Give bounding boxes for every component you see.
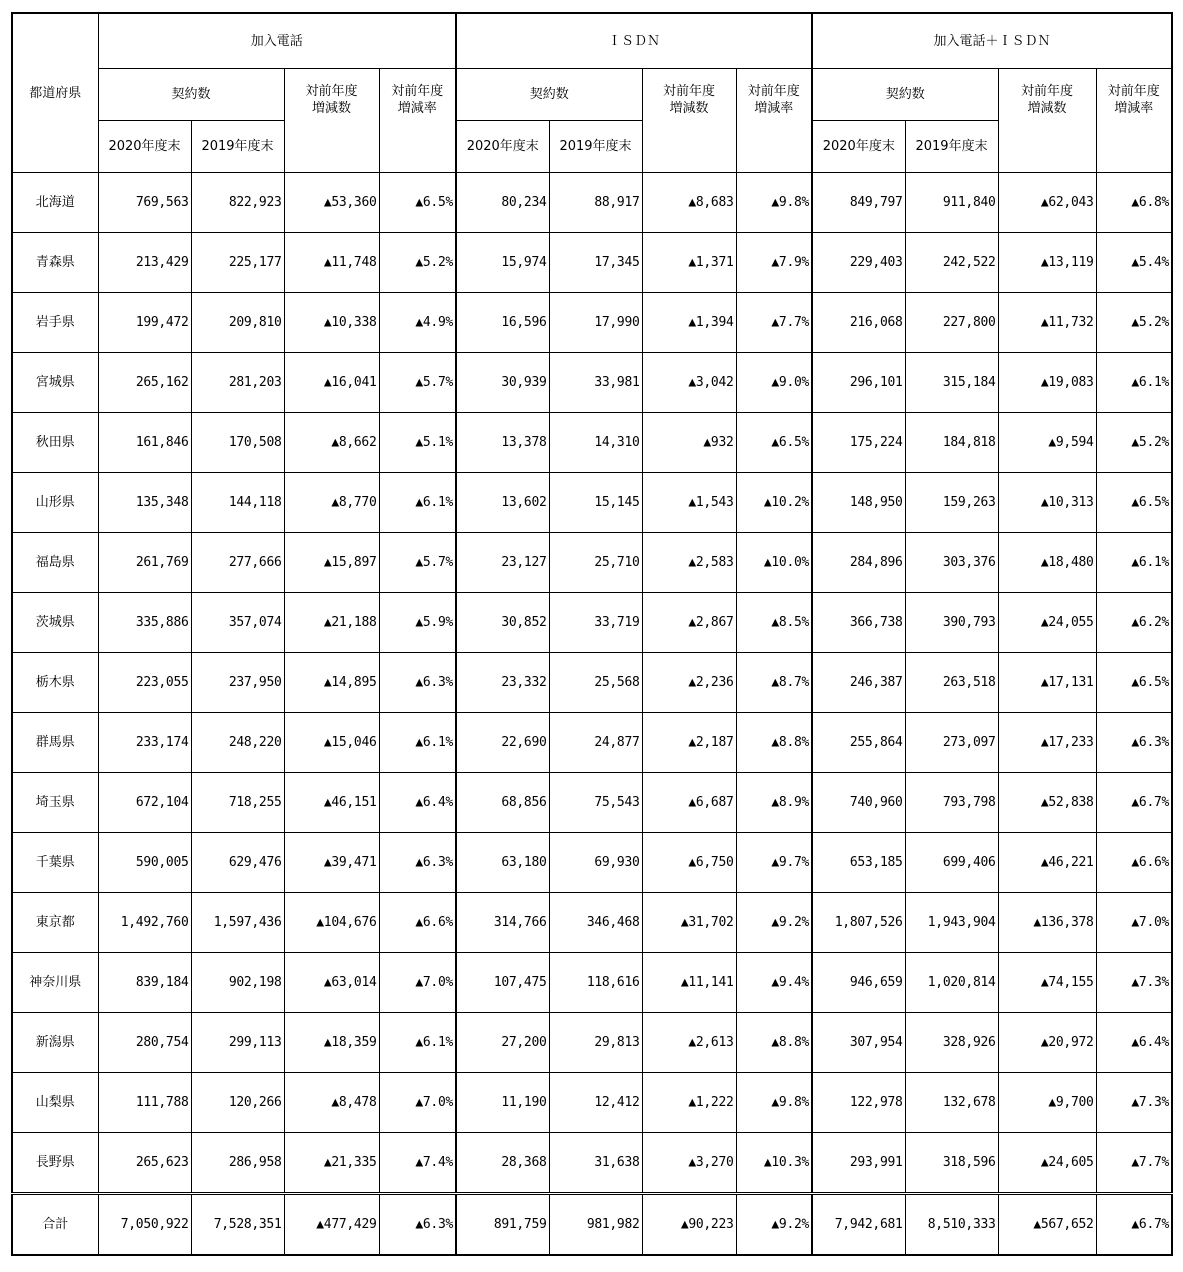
value-cell: 8,510,333 xyxy=(905,1194,998,1256)
value-cell: 170,508 xyxy=(191,413,284,473)
value-cell: ▲6.4% xyxy=(1096,1013,1172,1073)
value-cell: ▲10,313 xyxy=(998,473,1096,533)
value-cell: ▲5.4% xyxy=(1096,233,1172,293)
value-cell: ▲18,359 xyxy=(284,1013,379,1073)
value-cell: 107,475 xyxy=(456,953,549,1013)
value-cell: ▲6.6% xyxy=(1096,833,1172,893)
prefecture-cell: 東京都 xyxy=(12,893,98,953)
value-cell: ▲4.9% xyxy=(379,293,456,353)
value-cell: ▲18,480 xyxy=(998,533,1096,593)
table-row xyxy=(12,893,1172,953)
value-cell: 303,376 xyxy=(905,533,998,593)
year-2019-header: 2019年度末 xyxy=(549,121,642,173)
value-cell: ▲21,335 xyxy=(284,1133,379,1194)
table-row xyxy=(12,533,1172,593)
value-cell: 25,568 xyxy=(549,653,642,713)
value-cell: ▲1,371 xyxy=(642,233,736,293)
value-cell: ▲10.0% xyxy=(736,533,812,593)
value-cell: ▲9,594 xyxy=(998,413,1096,473)
value-cell: 653,185 xyxy=(812,833,905,893)
value-cell: 902,198 xyxy=(191,953,284,1013)
value-cell: 75,543 xyxy=(549,773,642,833)
value-cell: 390,793 xyxy=(905,593,998,653)
value-cell: 822,923 xyxy=(191,173,284,233)
value-cell: 891,759 xyxy=(456,1194,549,1256)
value-cell: 14,310 xyxy=(549,413,642,473)
value-cell: 849,797 xyxy=(812,173,905,233)
value-cell: ▲2,867 xyxy=(642,593,736,653)
value-cell: 328,926 xyxy=(905,1013,998,1073)
prefecture-cell: 千葉県 xyxy=(12,833,98,893)
value-cell: 1,943,904 xyxy=(905,893,998,953)
value-cell: ▲9.4% xyxy=(736,953,812,1013)
value-cell: 118,616 xyxy=(549,953,642,1013)
value-cell: ▲7.7% xyxy=(736,293,812,353)
value-cell: ▲2,187 xyxy=(642,713,736,773)
table-row xyxy=(12,953,1172,1013)
value-cell: 27,200 xyxy=(456,1013,549,1073)
value-cell: 148,950 xyxy=(812,473,905,533)
prefecture-cell: 山形県 xyxy=(12,473,98,533)
value-cell: ▲5.7% xyxy=(379,353,456,413)
contracts-header: 契約数 xyxy=(98,69,284,121)
value-cell: ▲104,676 xyxy=(284,893,379,953)
value-cell: 23,332 xyxy=(456,653,549,713)
value-cell: 1,807,526 xyxy=(812,893,905,953)
value-cell: ▲6.6% xyxy=(379,893,456,953)
value-cell: ▲9.2% xyxy=(736,893,812,953)
value-cell: ▲6.4% xyxy=(379,773,456,833)
value-cell: ▲46,151 xyxy=(284,773,379,833)
prefecture-cell: 合計 xyxy=(12,1194,98,1256)
value-cell: 13,378 xyxy=(456,413,549,473)
value-cell: ▲7.7% xyxy=(1096,1133,1172,1194)
value-cell: 981,982 xyxy=(549,1194,642,1256)
value-cell: 629,476 xyxy=(191,833,284,893)
value-cell: 839,184 xyxy=(98,953,191,1013)
value-cell: ▲6.1% xyxy=(379,473,456,533)
value-cell: ▲11,141 xyxy=(642,953,736,1013)
value-cell: ▲24,605 xyxy=(998,1133,1096,1194)
value-cell: ▲6.3% xyxy=(379,653,456,713)
table-row xyxy=(12,293,1172,353)
value-cell: 1,020,814 xyxy=(905,953,998,1013)
value-cell: 314,766 xyxy=(456,893,549,953)
value-cell: ▲136,378 xyxy=(998,893,1096,953)
table-row xyxy=(12,833,1172,893)
value-cell: 144,118 xyxy=(191,473,284,533)
value-cell: ▲11,732 xyxy=(998,293,1096,353)
prefecture-cell: 青森県 xyxy=(12,233,98,293)
value-cell: ▲6,750 xyxy=(642,833,736,893)
value-cell: ▲15,046 xyxy=(284,713,379,773)
value-cell: ▲17,131 xyxy=(998,653,1096,713)
value-cell: 229,403 xyxy=(812,233,905,293)
value-cell: ▲52,838 xyxy=(998,773,1096,833)
change-rate-header: 対前年度 増減率 xyxy=(379,69,456,173)
value-cell: 227,800 xyxy=(905,293,998,353)
value-cell: ▲39,471 xyxy=(284,833,379,893)
value-cell: ▲8.8% xyxy=(736,713,812,773)
table-row xyxy=(12,173,1172,233)
year-2019-header: 2019年度末 xyxy=(191,121,284,173)
value-cell: ▲46,221 xyxy=(998,833,1096,893)
value-cell: ▲8.9% xyxy=(736,773,812,833)
value-cell: 33,981 xyxy=(549,353,642,413)
value-cell: ▲6.5% xyxy=(379,173,456,233)
value-cell: 911,840 xyxy=(905,173,998,233)
value-cell: 17,345 xyxy=(549,233,642,293)
prefecture-cell: 山梨県 xyxy=(12,1073,98,1133)
value-cell: 248,220 xyxy=(191,713,284,773)
value-cell: ▲2,583 xyxy=(642,533,736,593)
value-cell: 315,184 xyxy=(905,353,998,413)
value-cell: ▲5.1% xyxy=(379,413,456,473)
value-cell: 135,348 xyxy=(98,473,191,533)
value-cell: 357,074 xyxy=(191,593,284,653)
value-cell: 273,097 xyxy=(905,713,998,773)
value-cell: 16,596 xyxy=(456,293,549,353)
value-cell: 88,917 xyxy=(549,173,642,233)
value-cell: 7,050,922 xyxy=(98,1194,191,1256)
value-cell: ▲7.9% xyxy=(736,233,812,293)
value-cell: ▲6.1% xyxy=(1096,353,1172,413)
table-row xyxy=(12,1073,1172,1133)
value-cell: 30,939 xyxy=(456,353,549,413)
value-cell: ▲6.1% xyxy=(379,713,456,773)
year-2020-header: 2020年度末 xyxy=(456,121,549,173)
value-cell: 286,958 xyxy=(191,1133,284,1194)
table-row xyxy=(12,653,1172,713)
value-cell: ▲7.0% xyxy=(379,1073,456,1133)
telephone-contracts-table xyxy=(11,12,1173,1256)
value-cell: 769,563 xyxy=(98,173,191,233)
change-count-header: 対前年度 増減数 xyxy=(284,69,379,173)
value-cell: 265,623 xyxy=(98,1133,191,1194)
value-cell: ▲9.8% xyxy=(736,173,812,233)
value-cell: ▲10,338 xyxy=(284,293,379,353)
prefecture-header: 都道府県 xyxy=(12,13,98,173)
value-cell: ▲6.1% xyxy=(1096,533,1172,593)
value-cell: 22,690 xyxy=(456,713,549,773)
value-cell: ▲9.2% xyxy=(736,1194,812,1256)
value-cell: ▲5.9% xyxy=(379,593,456,653)
prefecture-cell: 茨城県 xyxy=(12,593,98,653)
value-cell: ▲19,083 xyxy=(998,353,1096,413)
year-2020-header: 2020年度末 xyxy=(98,121,191,173)
value-cell: 33,719 xyxy=(549,593,642,653)
value-cell: 281,203 xyxy=(191,353,284,413)
year-2019-header: 2019年度末 xyxy=(905,121,998,173)
value-cell: ▲1,394 xyxy=(642,293,736,353)
value-cell: 161,846 xyxy=(98,413,191,473)
value-cell: 63,180 xyxy=(456,833,549,893)
prefecture-cell: 埼玉県 xyxy=(12,773,98,833)
value-cell: ▲6,687 xyxy=(642,773,736,833)
value-cell: ▲74,155 xyxy=(998,953,1096,1013)
change-count-header: 対前年度 増減数 xyxy=(998,69,1096,173)
value-cell: 25,710 xyxy=(549,533,642,593)
value-cell: ▲2,236 xyxy=(642,653,736,713)
value-cell: ▲8.7% xyxy=(736,653,812,713)
value-cell: ▲15,897 xyxy=(284,533,379,593)
value-cell: ▲1,543 xyxy=(642,473,736,533)
value-cell: ▲7.3% xyxy=(1096,1073,1172,1133)
group-header-isdn: ＩＳＤＮ xyxy=(456,13,812,69)
value-cell: 246,387 xyxy=(812,653,905,713)
value-cell: 68,856 xyxy=(456,773,549,833)
table-row xyxy=(12,233,1172,293)
value-cell: 293,991 xyxy=(812,1133,905,1194)
value-cell: 225,177 xyxy=(191,233,284,293)
table-row xyxy=(12,413,1172,473)
value-cell: 366,738 xyxy=(812,593,905,653)
value-cell: 263,518 xyxy=(905,653,998,713)
value-cell: 175,224 xyxy=(812,413,905,473)
value-cell: 122,978 xyxy=(812,1073,905,1133)
value-cell: 223,055 xyxy=(98,653,191,713)
value-cell: ▲6.5% xyxy=(1096,653,1172,713)
value-cell: ▲5.7% xyxy=(379,533,456,593)
contracts-header: 契約数 xyxy=(812,69,998,121)
value-cell: 69,930 xyxy=(549,833,642,893)
value-cell: 296,101 xyxy=(812,353,905,413)
value-cell: ▲10.2% xyxy=(736,473,812,533)
value-cell: 1,492,760 xyxy=(98,893,191,953)
value-cell: ▲13,119 xyxy=(998,233,1096,293)
value-cell: 12,412 xyxy=(549,1073,642,1133)
value-cell: ▲9.7% xyxy=(736,833,812,893)
group-header-landline: 加入電話 xyxy=(98,13,456,69)
prefecture-cell: 長野県 xyxy=(12,1133,98,1194)
value-cell: 1,597,436 xyxy=(191,893,284,953)
value-cell: 255,864 xyxy=(812,713,905,773)
change-rate-header: 対前年度 増減率 xyxy=(736,69,812,173)
value-cell: 7,528,351 xyxy=(191,1194,284,1256)
value-cell: ▲31,702 xyxy=(642,893,736,953)
value-cell: 946,659 xyxy=(812,953,905,1013)
value-cell: ▲5.2% xyxy=(379,233,456,293)
value-cell: ▲2,613 xyxy=(642,1013,736,1073)
value-cell: 209,810 xyxy=(191,293,284,353)
value-cell: 699,406 xyxy=(905,833,998,893)
value-cell: ▲9.0% xyxy=(736,353,812,413)
value-cell: ▲9,700 xyxy=(998,1073,1096,1133)
value-cell: 30,852 xyxy=(456,593,549,653)
table-row xyxy=(12,773,1172,833)
value-cell: ▲63,014 xyxy=(284,953,379,1013)
prefecture-cell: 群馬県 xyxy=(12,713,98,773)
value-cell: ▲6.3% xyxy=(379,1194,456,1256)
value-cell: ▲7.0% xyxy=(379,953,456,1013)
value-cell: ▲567,652 xyxy=(998,1194,1096,1256)
value-cell: 718,255 xyxy=(191,773,284,833)
value-cell: 80,234 xyxy=(456,173,549,233)
value-cell: ▲7.0% xyxy=(1096,893,1172,953)
value-cell: ▲21,188 xyxy=(284,593,379,653)
value-cell: ▲62,043 xyxy=(998,173,1096,233)
table-row xyxy=(12,593,1172,653)
value-cell: ▲17,233 xyxy=(998,713,1096,773)
table-body xyxy=(12,173,1172,1256)
prefecture-cell: 秋田県 xyxy=(12,413,98,473)
value-cell: ▲9.8% xyxy=(736,1073,812,1133)
table-row xyxy=(12,713,1172,773)
value-cell: 346,468 xyxy=(549,893,642,953)
value-cell: 23,127 xyxy=(456,533,549,593)
value-cell: 111,788 xyxy=(98,1073,191,1133)
value-cell: 17,990 xyxy=(549,293,642,353)
value-cell: ▲3,042 xyxy=(642,353,736,413)
value-cell: ▲8,478 xyxy=(284,1073,379,1133)
value-cell: ▲16,041 xyxy=(284,353,379,413)
prefecture-cell: 栃木県 xyxy=(12,653,98,713)
value-cell: ▲932 xyxy=(642,413,736,473)
table-row xyxy=(12,1013,1172,1073)
value-cell: ▲53,360 xyxy=(284,173,379,233)
table-row xyxy=(12,353,1172,413)
value-cell: ▲477,429 xyxy=(284,1194,379,1256)
value-cell: 242,522 xyxy=(905,233,998,293)
table-row xyxy=(12,473,1172,533)
prefecture-cell: 神奈川県 xyxy=(12,953,98,1013)
value-cell: 237,950 xyxy=(191,653,284,713)
table-row xyxy=(12,1133,1172,1194)
year-2020-header: 2020年度末 xyxy=(812,121,905,173)
value-cell: ▲7.4% xyxy=(379,1133,456,1194)
group-header-combined: 加入電話＋ＩＳＤＮ xyxy=(812,13,1172,69)
value-cell: ▲6.2% xyxy=(1096,593,1172,653)
value-cell: 280,754 xyxy=(98,1013,191,1073)
prefecture-cell: 新潟県 xyxy=(12,1013,98,1073)
value-cell: ▲8,683 xyxy=(642,173,736,233)
value-cell: 793,798 xyxy=(905,773,998,833)
value-cell: 199,472 xyxy=(98,293,191,353)
total-row xyxy=(12,1194,1172,1256)
value-cell: ▲6.7% xyxy=(1096,1194,1172,1256)
value-cell: ▲6.3% xyxy=(1096,713,1172,773)
value-cell: ▲8,662 xyxy=(284,413,379,473)
value-cell: 307,954 xyxy=(812,1013,905,1073)
value-cell: 29,813 xyxy=(549,1013,642,1073)
value-cell: 28,368 xyxy=(456,1133,549,1194)
value-cell: 335,886 xyxy=(98,593,191,653)
value-cell: ▲5.2% xyxy=(1096,293,1172,353)
change-rate-header: 対前年度 増減率 xyxy=(1096,69,1172,173)
value-cell: ▲11,748 xyxy=(284,233,379,293)
value-cell: 31,638 xyxy=(549,1133,642,1194)
value-cell: ▲6.3% xyxy=(379,833,456,893)
value-cell: 184,818 xyxy=(905,413,998,473)
prefecture-cell: 宮城県 xyxy=(12,353,98,413)
value-cell: ▲1,222 xyxy=(642,1073,736,1133)
contracts-header: 契約数 xyxy=(456,69,642,121)
prefecture-cell: 岩手県 xyxy=(12,293,98,353)
value-cell: 132,678 xyxy=(905,1073,998,1133)
value-cell: ▲5.2% xyxy=(1096,413,1172,473)
value-cell: 15,974 xyxy=(456,233,549,293)
prefecture-cell: 福島県 xyxy=(12,533,98,593)
value-cell: 7,942,681 xyxy=(812,1194,905,1256)
value-cell: ▲8.5% xyxy=(736,593,812,653)
value-cell: ▲6.1% xyxy=(379,1013,456,1073)
value-cell: ▲6.7% xyxy=(1096,773,1172,833)
value-cell: 216,068 xyxy=(812,293,905,353)
value-cell: 284,896 xyxy=(812,533,905,593)
change-count-header: 対前年度 増減数 xyxy=(642,69,736,173)
value-cell: 159,263 xyxy=(905,473,998,533)
value-cell: ▲8,770 xyxy=(284,473,379,533)
value-cell: 24,877 xyxy=(549,713,642,773)
value-cell: ▲90,223 xyxy=(642,1194,736,1256)
value-cell: ▲6.5% xyxy=(1096,473,1172,533)
value-cell: 299,113 xyxy=(191,1013,284,1073)
value-cell: 265,162 xyxy=(98,353,191,413)
value-cell: ▲20,972 xyxy=(998,1013,1096,1073)
value-cell: ▲24,055 xyxy=(998,593,1096,653)
value-cell: 233,174 xyxy=(98,713,191,773)
value-cell: 318,596 xyxy=(905,1133,998,1194)
value-cell: ▲10.3% xyxy=(736,1133,812,1194)
value-cell: ▲3,270 xyxy=(642,1133,736,1194)
value-cell: ▲8.8% xyxy=(736,1013,812,1073)
value-cell: 261,769 xyxy=(98,533,191,593)
value-cell: 213,429 xyxy=(98,233,191,293)
value-cell: 11,190 xyxy=(456,1073,549,1133)
value-cell: 277,666 xyxy=(191,533,284,593)
value-cell: ▲7.3% xyxy=(1096,953,1172,1013)
value-cell: ▲14,895 xyxy=(284,653,379,713)
value-cell: 13,602 xyxy=(456,473,549,533)
prefecture-cell: 北海道 xyxy=(12,173,98,233)
value-cell: 590,005 xyxy=(98,833,191,893)
value-cell: 120,266 xyxy=(191,1073,284,1133)
value-cell: 15,145 xyxy=(549,473,642,533)
value-cell: 672,104 xyxy=(98,773,191,833)
value-cell: ▲6.5% xyxy=(736,413,812,473)
value-cell: 740,960 xyxy=(812,773,905,833)
value-cell: ▲6.8% xyxy=(1096,173,1172,233)
